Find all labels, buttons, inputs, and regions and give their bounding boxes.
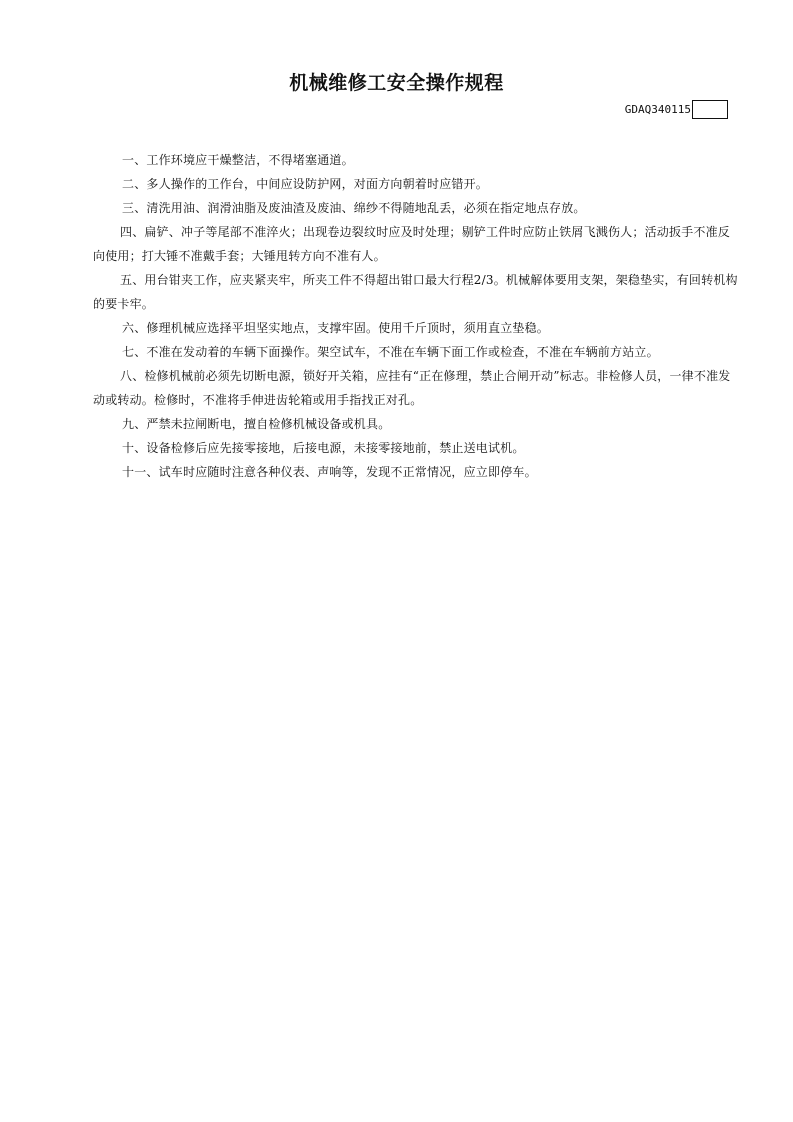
rule-item: 一、工作环境应干燥整洁，不得堵塞通道。 xyxy=(122,153,354,167)
rule-item: 九、严禁未拉闸断电，擅自检修机械设备或机具。 xyxy=(122,417,391,431)
rule-item: 七、不准在发动着的车辆下面操作。架空试车，不准在车辆下面工作或检查，不准在车辆前方站立。 xyxy=(122,345,659,359)
document-code-row xyxy=(625,100,728,119)
rule-item: 六、修理机械应选择平坦坚实地点，支撑牢固。使用千斤顶时，须用直立垫稳。 xyxy=(122,321,550,335)
document-code: GDAQ340115 xyxy=(624,103,691,116)
rule-item: 二、多人操作的工作台，中间应设防护网，对面方向朝着时应错开。 xyxy=(122,177,489,191)
rule-item: 十、设备检修后应先接零接地，后接电源，未接零接地前，禁止送电试机。 xyxy=(122,441,525,455)
document-title: 机械维修工安全操作规程 xyxy=(289,72,504,94)
document-code-box xyxy=(692,100,728,119)
rule-item: 四、扁铲、冲子等尾部不准淬火；出现卷边裂纹时应及时处理；剔铲工件时应防止铁屑飞溅伤人；活动扳手不准反向使用；打大锤不准戴手套；大锤甩转方向不准有人。 xyxy=(93,225,731,263)
rule-item: 八、检修机械前必须先切断电源，锁好开关箱，应挂有“正在修理，禁止合闸开动”标志。非检修人员，一律不准发动或转动。检修时，不准将手伸进齿轮箱或用手指找正对孔。 xyxy=(93,369,731,407)
rules-list xyxy=(95,148,737,484)
rule-item: 三、清洗用油、润滑油脂及废油渣及废油、绵纱不得随地乱丢，必须在指定地点存放。 xyxy=(122,201,586,215)
rule-item: 十一、试车时应随时注意各种仪表、声响等，发现不正常情况，应立即停车。 xyxy=(122,465,537,479)
rule-item: 五、用台钳夹工作，应夹紧夹牢，所夹工件不得超出钳口最大行程2/3。机械解体要用支架，架稳垫实，有回转机构的要卡牢。 xyxy=(93,273,738,311)
